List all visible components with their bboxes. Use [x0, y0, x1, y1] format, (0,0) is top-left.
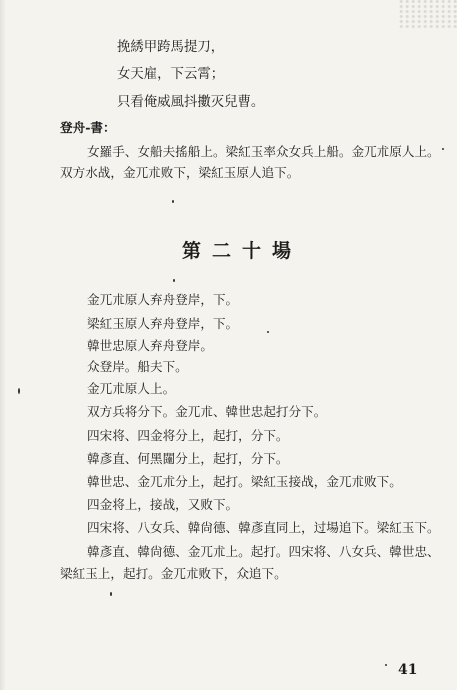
direction-line: 韓彥直、何黑闥分上，起打，分下。 — [87, 451, 289, 466]
direction-line: 四宋将、四金将分上，起打，分下。 — [87, 428, 289, 443]
scan-speck — [18, 388, 20, 394]
stage-direction-1: 女羅手、女船夫搖船上。梁紅玉率众女兵上船。金兀朮原人上。 — [87, 144, 440, 159]
scan-speck — [172, 200, 174, 203]
direction-line: 四宋将、八女兵、韓尙德、韓彥直同上，过場追下。梁紅玉下。 — [87, 520, 440, 535]
scan-speck — [110, 592, 112, 596]
direction-line: 韓彥直、韓尙德、金兀朮上。起打。四宋将、八女兵、韓世忠、 — [87, 544, 440, 559]
direction-line: 双方兵将分下。金兀朮、韓世忠起打分下。 — [87, 404, 327, 419]
direction-line: 金兀朮原人弃舟登岸，下。 — [87, 292, 239, 307]
scan-speck — [267, 331, 269, 333]
direction-line: 梁紅玉上，起打。金兀朮败下，众追下。 — [60, 566, 287, 581]
direction-line: 梁紅玉原人弃舟登岸，下。 — [87, 316, 239, 331]
direction-line: 众登岸。船夫下。 — [87, 359, 188, 374]
verse-line-2: 女天雇，下云霄； — [117, 67, 225, 82]
scan-speck — [442, 148, 444, 150]
page-number: 41 — [398, 662, 418, 678]
scene-title: 第二十場 — [182, 240, 303, 262]
verse-line-1: 挽綉甲跨馬提刀， — [117, 40, 225, 55]
page-shadow — [0, 0, 6, 690]
scan-speck — [385, 664, 387, 666]
scan-speck — [173, 279, 175, 282]
verse-line-3: 只看俺威風抖擻灭兒曹。 — [117, 95, 265, 110]
direction-line: 韓世忠、金兀朮分上，起打。梁紅玉接战，金兀朮败下。 — [87, 474, 402, 489]
direction-line: 四金将上，接战，又败下。 — [87, 497, 239, 512]
stage-direction-2: 双方水战，金兀朮败下，梁紅玉原人追下。 — [60, 165, 300, 180]
stage-label: 登舟-書： — [60, 120, 116, 135]
scan-noise — [397, 0, 457, 28]
direction-line: 韓世忠原人弃舟登岸。 — [87, 338, 213, 353]
direction-line: 金兀朮原人上。 — [87, 381, 176, 396]
